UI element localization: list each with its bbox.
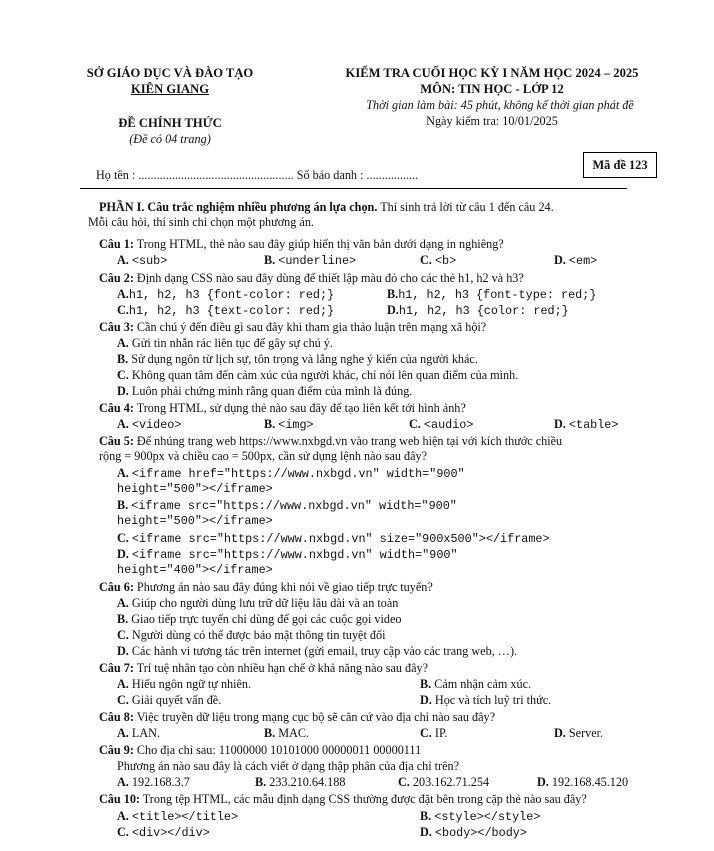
q5-option-a: A. <iframe href="https://www.nxbgd.vn" width="900"	[117, 466, 465, 481]
question-text: Trong HTML, sử dụng thẻ nào sau đây để tạo liên kết tới hình ảnh?	[133, 401, 466, 415]
q6-option-a: A. Giúp cho người dùng lưu trữ dữ liệu lâu dài và an toàn	[117, 596, 399, 610]
subject-title: MÔN: TIN HỌC - LỚP 12	[420, 82, 564, 96]
question-text: Trong HTML, thẻ nào sau đây giúp hiển thị văn bản dưới dạng in nghiêng?	[133, 237, 504, 251]
question-text: Phương án nào sau đây đúng khi nói về giao tiếp trực tuyến?	[133, 580, 433, 594]
q8-option-a: A. LAN.	[117, 726, 161, 740]
q8-option-c: C. IP.	[420, 726, 448, 740]
q9-option-a: A. 192.168.3.7	[117, 775, 190, 789]
question-text: Cần chú ý đến điều gì sau đây khi tham gia thảo luận trên mạng xã hội?	[133, 320, 487, 334]
q8-option-d: D. Server.	[554, 726, 604, 740]
question-number: Câu 1:	[99, 237, 134, 251]
question-number: Câu 7:	[99, 661, 134, 675]
question-text: Việc truyền dữ liệu trong mạng cục bộ sẽ căn cứ vào địa chỉ nào sau đây?	[133, 710, 496, 724]
q2-option-c: C.h1, h2, h3 {text-color: red;}	[117, 303, 335, 318]
time-limit: Thời gian làm bài: 45 phút, không kể thời gian phát đề	[366, 98, 634, 112]
question-number: Câu 10:	[99, 792, 140, 806]
question-text: Định dạng CSS nào sau đây dùng để thiết lập màu đỏ cho các thẻ h1, h2 và h3?	[133, 271, 524, 285]
section-title-rest: Thí sinh trả lời từ câu 1 đến câu 24.	[377, 200, 554, 214]
department-name: SỞ GIÁO DỤC VÀ ĐÀO TẠO	[86, 66, 254, 80]
q1-option-d: D. <em>	[554, 253, 598, 268]
question-number: Câu 5:	[99, 434, 134, 448]
province-name: KIÊN GIANG	[130, 82, 210, 96]
question-text: Cho địa chỉ sau: 11000000 10101000 00000011 00000111	[133, 743, 422, 757]
exam-code-box	[583, 152, 657, 178]
q5-option-d: D. <iframe src="https://www.nxbgd.vn" width="900"	[117, 547, 458, 562]
question-number: Câu 2:	[99, 271, 134, 285]
q1-option-c: C. <b>	[420, 253, 457, 268]
question-number: Câu 6:	[99, 580, 134, 594]
header-divider	[80, 188, 627, 189]
q5-option-d-cont: height="400"></iframe>	[117, 563, 273, 577]
q9-option-b: B. 233.210.64.188	[255, 775, 346, 789]
official-exam-label: ĐỀ CHÍNH THỨC	[118, 116, 222, 130]
question-1	[99, 237, 504, 252]
q7-option-c: C. Giải quyết vấn đề.	[117, 693, 222, 707]
question-4	[99, 401, 466, 416]
q10-option-d: D. <body></body>	[420, 825, 527, 840]
q2-option-a: A.h1, h2, h3 {font-color: red;}	[117, 287, 335, 302]
question-5-continued: rộng = 900px và chiều cao = 500px, cần sử dụng lệnh nào sau đây?	[99, 449, 428, 463]
q5-option-c: C. <iframe src="https://www.nxbgd.vn" size="900x500"></iframe>	[117, 531, 550, 546]
q7-option-a: A. Hiểu ngôn ngữ tự nhiên.	[117, 677, 252, 691]
q9-option-d: D. 192.168.45.120	[537, 775, 629, 789]
section-title-bold: PHẦN I. Câu trắc nghiệm nhiều phương án lựa chọn.	[99, 200, 378, 214]
q7-option-b: B. Cảm nhận cảm xúc.	[420, 677, 532, 691]
q4-option-a: A. <video>	[117, 417, 182, 432]
q1-option-b: B. <underline>	[264, 253, 357, 268]
q2-option-b: B.h1, h2, h3 {font-type: red;}	[387, 287, 597, 302]
q3-option-d: D. Luôn phải chứng minh rằng quan điểm của mình là đúng.	[117, 384, 413, 398]
question-8	[99, 710, 495, 725]
q9-option-c: C. 203.162.71.254	[398, 775, 490, 789]
question-10	[99, 792, 587, 807]
exam-code: Mã đề 123	[592, 158, 648, 172]
candidate-info-line: Họ tên : ................................................... Số báo danh : .................	[96, 168, 419, 182]
q5-option-b-cont: height="500"></iframe>	[117, 514, 273, 528]
question-7	[99, 661, 428, 676]
question-number: Câu 9:	[99, 743, 134, 757]
q4-option-c: C. <audio>	[409, 417, 474, 432]
q1-option-a: A. <sub>	[117, 253, 168, 268]
question-5	[99, 434, 562, 449]
q6-option-d: D. Các hành vi tương tác trên internet (gửi email, truy cập vào các trang web, …).	[117, 644, 518, 658]
q10-option-a: A. <title></title>	[117, 809, 239, 824]
question-6	[99, 580, 433, 595]
q5-option-a-cont: height="500"></iframe>	[117, 482, 273, 496]
question-number: Câu 8:	[99, 710, 134, 724]
question-text: Để nhúng trang web https://www.nxbgd.vn vào trang web hiện tại với kích thước chiều	[133, 434, 563, 448]
q4-option-b: B. <img>	[264, 417, 314, 432]
section-instruction: Mỗi câu hỏi, thí sinh chỉ chọn một phương án.	[88, 215, 314, 229]
question-3	[99, 320, 486, 335]
question-text: Trong tệp HTML, các mẫu định dạng CSS thường được đặt bên trong cặp thẻ nào sau đây?	[139, 792, 587, 806]
question-number: Câu 3:	[99, 320, 134, 334]
q7-option-d: D. Học và tích luỹ tri thức.	[420, 693, 552, 707]
question-2	[99, 271, 524, 286]
q10-option-b: B. <style></style>	[420, 809, 541, 824]
q10-option-c: C. <div></div>	[117, 825, 210, 840]
q2-option-d: D.h1, h2, h3 {color: red;}	[387, 303, 569, 318]
q8-option-b: B. MAC.	[264, 726, 310, 740]
section-title	[99, 200, 554, 215]
page-count-note: (Đề có 04 trang)	[129, 132, 211, 146]
question-9-continued: Phương án nào sau đây là cách viết ở dạng thập phân của địa chỉ trên?	[117, 759, 460, 773]
q5-option-b: B. <iframe src="https://www.nxbgd.vn" width="900"	[117, 498, 457, 513]
q4-option-d: D. <table>	[554, 417, 619, 432]
q3-option-b: B. Sử dụng ngôn từ lịch sự, tôn trọng và lắng nghe ý kiến của người khác.	[117, 352, 478, 366]
question-text: Trí tuệ nhân tạo còn nhiều hạn chế ở khả năng nào sau đây?	[133, 661, 429, 675]
q3-option-c: C. Không quan tâm đến cảm xúc của người khác, chỉ nói lên quan điểm của mình.	[117, 368, 519, 382]
exam-date: Ngày kiểm tra: 10/01/2025	[426, 114, 558, 128]
q3-option-a: A. Gửi tin nhắn rác liên tục để gây sự chú ý.	[117, 336, 333, 350]
exam-title: KIỂM TRA CUỐI HỌC KỲ I NĂM HỌC 2024 – 2025	[345, 66, 639, 80]
question-number: Câu 4:	[99, 401, 134, 415]
q6-option-b: B. Giao tiếp trực tuyến chỉ dùng để gọi các cuộc gọi video	[117, 612, 402, 626]
question-9	[99, 743, 421, 758]
q6-option-c: C. Người dùng có thể được bảo mật thông tin tuyệt đối	[117, 628, 386, 642]
